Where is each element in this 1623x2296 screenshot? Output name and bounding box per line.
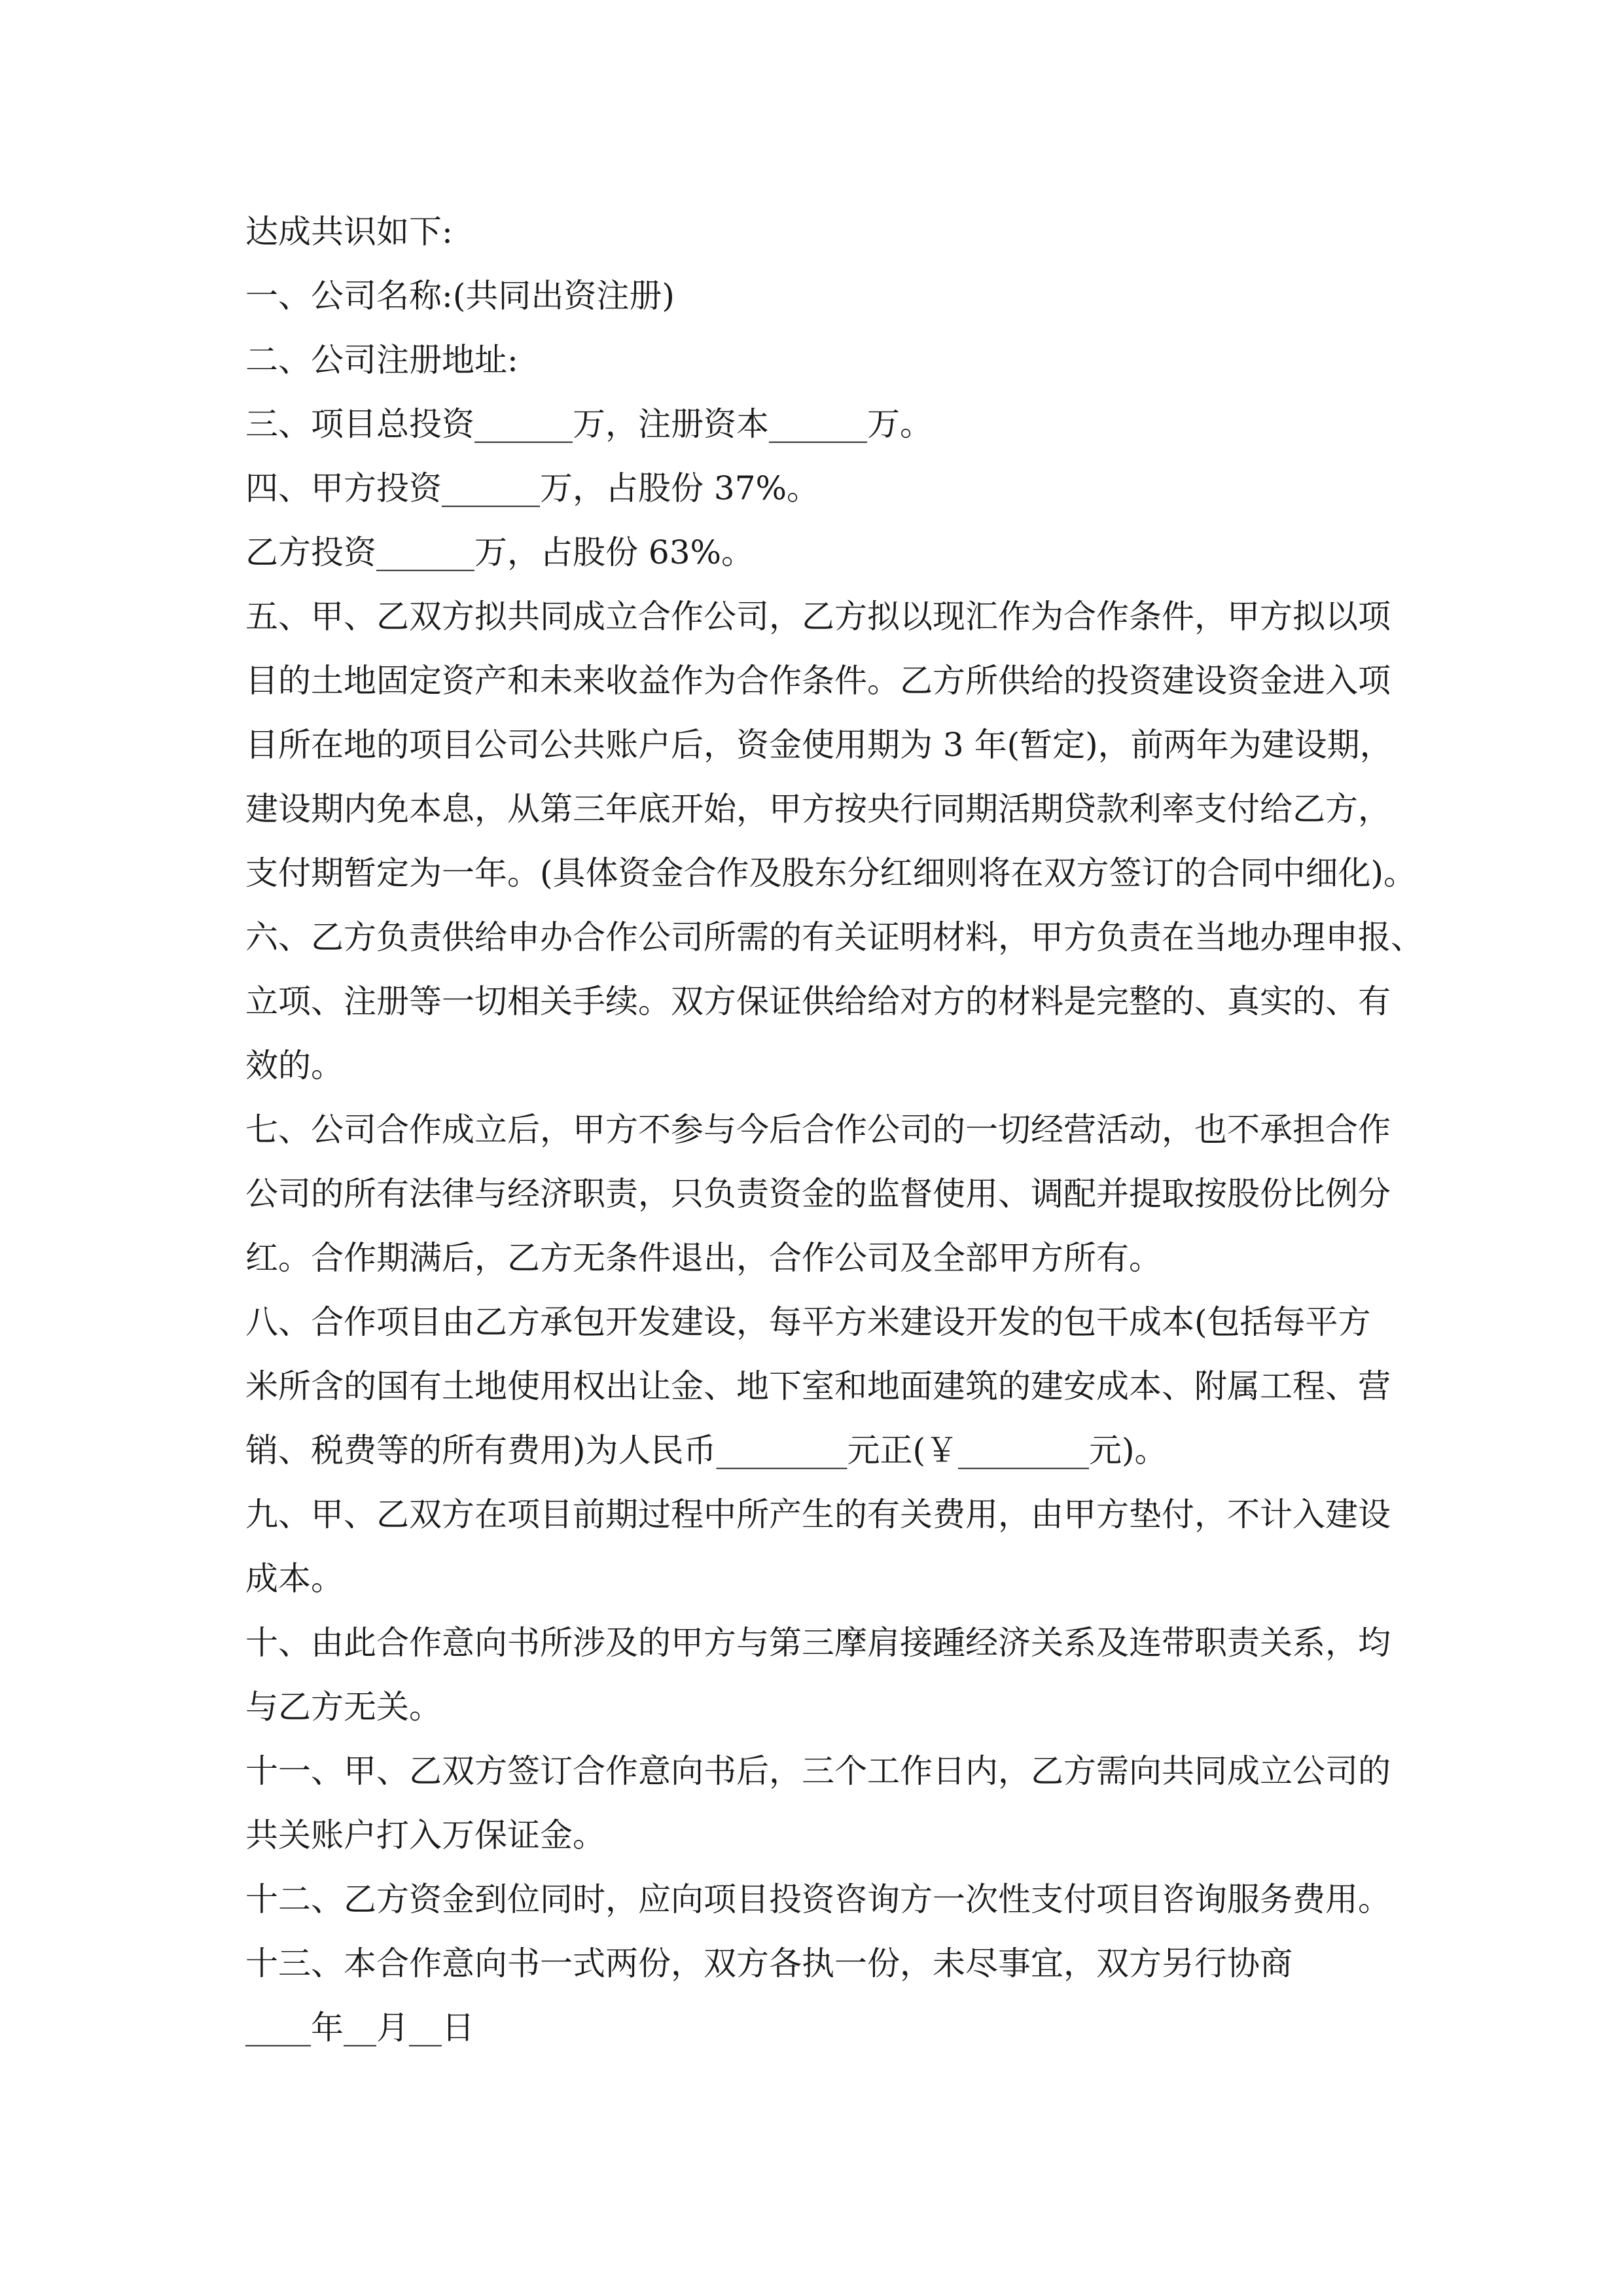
- text-line: 七、公司合作成立后，甲方不参与今后合作公司的一切经营活动，也不承担合作: [245, 1111, 1391, 1149]
- text-line: 四、甲方投资______万，占股份 37%。: [245, 469, 820, 507]
- text-line: 九、甲、乙双方在项目前期过程中所产生的有关费用，由甲方垫付，不计入建设: [245, 1496, 1391, 1534]
- text-line: 共关账户打入万保证金。: [245, 1816, 605, 1854]
- text-line: 成本。: [245, 1560, 344, 1598]
- text-line: 目所在地的项目公司公共账户后，资金使用期为 3 年(暂定)，前两年为建设期，: [245, 726, 1393, 764]
- text-line: 红。合作期满后，乙方无条件退出，合作公司及全部甲方所有。: [245, 1239, 1162, 1277]
- text-line: 六、乙方负责供给申办合作公司所需的有关证明材料，甲方负责在当地办理申报、: [245, 918, 1423, 956]
- text-line: 效的。: [245, 1047, 344, 1085]
- text-line: 十三、本合作意向书一式两份，双方各执一份，未尽事宜，双方另行协商: [245, 1945, 1293, 1982]
- text-line: 十一、甲、乙双方签订合作意向书后，三个工作日内，乙方需向共同成立公司的: [245, 1752, 1391, 1790]
- text-line: 乙方投资______万，占股份 63%。: [245, 533, 755, 571]
- text-line: 米所含的国有土地使用权出让金、地下室和地面建筑的建安成本、附属工程、营: [245, 1367, 1391, 1405]
- text-line: 达成共识如下:: [245, 213, 453, 251]
- text-line: 三、项目总投资______万，注册资本______万。: [245, 405, 933, 443]
- text-line: 二、公司注册地址:: [245, 341, 518, 379]
- text-line: 立项、注册等一切相关手续。双方保证供给给对方的材料是完整的、真实的、有: [245, 982, 1391, 1020]
- text-line: 目的土地固定资产和未来收益作为合作条件。乙方所供给的投资建设资金进入项: [245, 662, 1391, 700]
- date-line: ____年__月__日: [245, 2009, 474, 2047]
- document-body: [245, 200, 1423, 2060]
- text-line: 八、合作项目由乙方承包开发建设，每平方米建设开发的包干成本(包括每平方: [245, 1303, 1371, 1341]
- text-line: 十、由此合作意向书所涉及的甲方与第三摩肩接踵经济关系及连带职责关系，均: [245, 1624, 1391, 1662]
- text-line: 与乙方无关。: [245, 1688, 442, 1726]
- text-line: 销、税费等的所有费用)为人民币________元正(￥________元)。: [245, 1431, 1168, 1469]
- text-line: 一、公司名称:(共同出资注册): [245, 277, 675, 315]
- text-line: 五、甲、乙双方拟共同成立合作公司，乙方拟以现汇作为合作条件，甲方拟以项: [245, 598, 1391, 636]
- text-line: 支付期暂定为一年。(具体资金合作及股东分红细则将在双方签订的合同中细化)。: [245, 854, 1417, 892]
- text-line: 公司的所有法律与经济职责，只负责资金的监督使用、调配并提取按股份比例分: [245, 1175, 1391, 1213]
- text-line: 十二、乙方资金到位同时，应向项目投资咨询方一次性支付项目咨询服务费用。: [245, 1880, 1391, 1918]
- text-line: 建设期内免本息，从第三年底开始，甲方按央行同期活期贷款利率支付给乙方，: [245, 790, 1391, 828]
